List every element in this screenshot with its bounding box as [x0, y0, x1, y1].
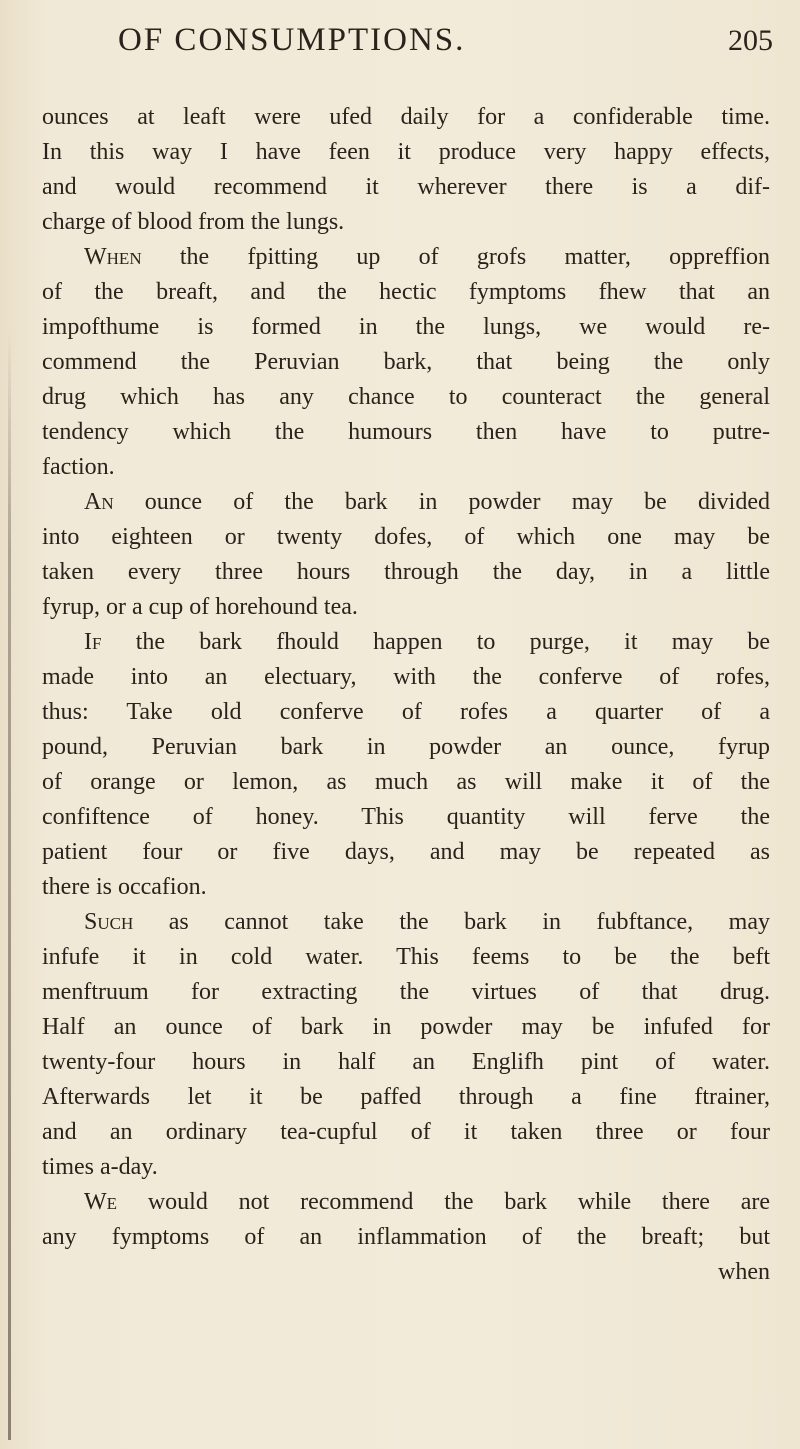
text-line [42, 625, 770, 660]
text-line [42, 450, 770, 485]
text-line [42, 940, 770, 975]
text-line [42, 1255, 770, 1290]
line-text: drug which has any chance to counteract the general [42, 384, 770, 410]
page-header [118, 22, 678, 59]
text-line [42, 240, 770, 275]
line-text: of orange or lemon, as much as will make it of the [42, 769, 770, 795]
text-line [42, 765, 770, 800]
line-text: thus: Take old conferve of rofes a quarter of a [42, 699, 770, 725]
paragraph-lead-word: We [84, 1189, 118, 1215]
text-line [42, 905, 770, 940]
line-text: ounces at leaft were ufed daily for a confiderable time. [42, 104, 770, 130]
text-line [42, 135, 770, 170]
text-line [42, 800, 770, 835]
text-line [42, 1045, 770, 1080]
line-text: of the breaft, and the hectic fymptoms fhew that an [42, 279, 770, 305]
text-line [42, 870, 770, 905]
text-line [42, 660, 770, 695]
text-line [42, 555, 770, 590]
line-text: there is occafion. [42, 874, 207, 900]
text-line [42, 1010, 770, 1045]
text-line [42, 100, 770, 135]
body-text [42, 100, 770, 1290]
line-text: and would recommend it wherever there is a dif- [42, 174, 770, 200]
page-number: 205 [728, 24, 773, 57]
text-line [42, 345, 770, 380]
text-line [42, 730, 770, 765]
line-text: infufe it in cold water. This feems to be the beft [42, 944, 770, 970]
line-text: pound, Peruvian bark in powder an ounce, fyrup [42, 734, 770, 760]
text-line [42, 1115, 770, 1150]
line-text: In this way I have feen it produce very happy effects, [42, 139, 770, 165]
text-line [42, 590, 770, 625]
paragraph-lead-word: If [84, 629, 102, 655]
line-text: Half an ounce of bark in powder may be infufed for [42, 1014, 770, 1040]
text-line [42, 1150, 770, 1185]
line-text: tendency which the humours then have to putre- [42, 419, 770, 445]
text-line [42, 415, 770, 450]
text-line [42, 205, 770, 240]
line-text: would not recommend the bark while there are [117, 1189, 770, 1215]
line-text: any fymptoms of an inflammation of the breaft; but [42, 1224, 770, 1250]
text-line [42, 975, 770, 1010]
line-text: faction. [42, 454, 115, 480]
line-text: into eighteen or twenty dofes, of which one may be [42, 524, 770, 550]
text-line [42, 1220, 770, 1255]
line-text: confiftence of honey. This quantity will ferve the [42, 804, 770, 830]
line-text: when [718, 1259, 770, 1285]
line-text: impofthume is formed in the lungs, we would re- [42, 314, 770, 340]
text-line [42, 1080, 770, 1115]
line-text: Afterwards let it be paffed through a fine ftrainer, [42, 1084, 770, 1110]
running-head: OF CONSUMPTIONS. [118, 22, 466, 58]
line-text: times a-day. [42, 1154, 158, 1180]
paragraph-lead-word: When [84, 244, 142, 270]
text-line [42, 485, 770, 520]
text-line [42, 520, 770, 555]
line-text: the fpitting up of grofs matter, oppreffion [141, 244, 770, 270]
page-gutter-shadow [8, 330, 11, 1440]
line-text: patient four or five days, and may be repeated as [42, 839, 770, 865]
paragraph-lead-word: Such [84, 909, 134, 935]
line-text: menftruum for extracting the virtues of that drug. [42, 979, 770, 1005]
line-text: the bark fhould happen to purge, it may be [101, 629, 770, 655]
text-line [42, 170, 770, 205]
line-text: taken every three hours through the day, in a little [42, 559, 770, 585]
text-line [42, 695, 770, 730]
line-text: commend the Peruvian bark, that being the only [42, 349, 770, 375]
line-text: made into an electuary, with the conferve of rofes, [42, 664, 770, 690]
line-text: as cannot take the bark in fubftance, may [133, 909, 770, 935]
line-text: charge of blood from the lungs. [42, 209, 345, 235]
text-line [42, 380, 770, 415]
paragraph-lead-word: An [84, 489, 114, 515]
text-line [42, 275, 770, 310]
line-text: and an ordinary tea-cupful of it taken three or four [42, 1119, 770, 1145]
line-text: fyrup, or a cup of horehound tea. [42, 594, 358, 620]
line-text: twenty-four hours in half an Englifh pint of water. [42, 1049, 770, 1075]
text-line [42, 835, 770, 870]
text-line [42, 1185, 770, 1220]
line-text: ounce of the bark in powder may be divided [113, 489, 770, 515]
text-line [42, 310, 770, 345]
